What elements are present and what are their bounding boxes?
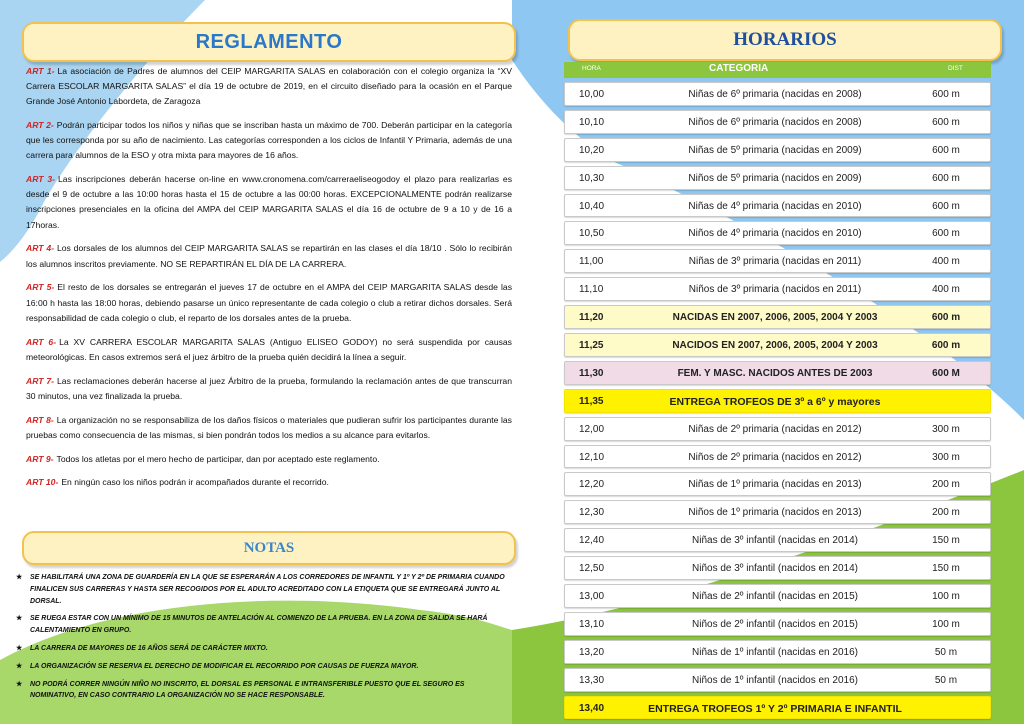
row-hora: 10,50 (579, 228, 605, 240)
header-hora: HORA (582, 65, 601, 72)
nota-text: NO PODRÁ CORRER NINGÚN NIÑO NO INSCRITO, EL DORSAL ES PERSONAL E INTRANSFERIBLE PUESTO QUE EL SEGURO ES NOMINATIVO, EN CASO CONTRARIO LA ORGANIZACIÓN NO SE HACE RESPONSABLE. (30, 680, 465, 700)
table-row (564, 612, 991, 636)
row-hora: 12,40 (579, 535, 605, 547)
row-categoria: Niñas de 2º infantil (nacidas en 2015) (692, 591, 858, 603)
article-2 (26, 118, 512, 164)
article-label: ART 5- (26, 282, 55, 293)
row-dist: 200 m (932, 479, 960, 491)
article-label: ART 7- (26, 375, 55, 386)
article-label: ART 10- (26, 477, 59, 488)
row-hora: 13,00 (579, 591, 605, 603)
row-hora: 13,30 (579, 674, 605, 686)
table-row (564, 166, 991, 190)
article-5 (26, 280, 512, 326)
table-row (564, 110, 991, 134)
row-hora: 10,20 (579, 144, 605, 156)
row-hora: 13,10 (579, 618, 605, 630)
row-hora: 10,30 (579, 172, 605, 184)
table-row (564, 584, 991, 608)
table-row (564, 445, 991, 469)
row-dist: 600 m (932, 116, 960, 128)
row-hora: 12,00 (579, 423, 605, 435)
article-label: ART 2- (26, 119, 54, 130)
table-row (564, 528, 991, 552)
row-categoria: FEM. Y MASC. NACIDOS ANTES DE 2003 (677, 367, 873, 379)
header-dist: DIST (948, 65, 963, 72)
row-dist: 400 m (932, 256, 960, 268)
article-label: ART 3- (26, 174, 56, 184)
nota-item (16, 661, 506, 673)
table-row (564, 194, 991, 218)
article-9 (26, 452, 512, 467)
table-row (564, 221, 991, 245)
row-dist: 600 m (932, 89, 960, 100)
row-dist: 600 m (931, 312, 961, 324)
row-dist: 100 m (932, 591, 960, 603)
article-label: ART 9- (26, 453, 54, 464)
row-dist: 600 m (932, 172, 960, 184)
article-10 (26, 475, 512, 490)
row-dist: 600 M (932, 367, 960, 379)
row-categoria: NACIDAS EN 2007, 2006, 2005, 2004 Y 2003 (672, 312, 878, 324)
table-row (564, 361, 991, 385)
row-categoria: NACIDOS EN 2007, 2006, 2005, 2004 Y 2003 (672, 340, 878, 352)
table-row (564, 640, 991, 664)
table-row (564, 556, 991, 580)
row-hora: 11,25 (579, 340, 604, 352)
row-hora: 11,00 (579, 256, 604, 268)
nota-text: SE RUEGA ESTAR CON UN MÍNIMO DE 15 MINUTOS DE ANTELACIÓN AL COMIENZO DE LA PRUEBA. EN LA ZONA DE SALIDA SE HARÁ CALENTAMIENTO EN GRUPO. (30, 615, 488, 635)
article-text: En ningún caso los niños podrán ir acompañados durante el recorrido. (61, 477, 329, 488)
row-dist: 600 m (931, 340, 961, 352)
star-bullet-icon: ★ (16, 662, 23, 670)
row-hora: 12,20 (579, 479, 605, 491)
row-hora: 10,00 (579, 89, 605, 100)
article-7 (26, 374, 512, 404)
nota-item (16, 679, 506, 703)
table-row (564, 389, 991, 413)
article-text: La asociación de Padres de alumnos del CEIP MARGARITA SALAS en colaboración con el colegio organiza la “XV Carrera ESCOLAR MARGARITA SALAS” el día 19 de octubre de 2019, en el circuito diseñado para la ocasión en el Parque Grande José Antonio Labordeta, de Zaragoza (26, 65, 512, 106)
nota-item (16, 572, 506, 607)
reglamento-articles (26, 55, 512, 497)
row-dist: 200 m (932, 507, 960, 519)
table-row (564, 249, 991, 273)
row-hora: 13,20 (579, 646, 605, 658)
row-hora: 13,40 (579, 702, 605, 714)
horarios-table (564, 62, 991, 719)
row-categoria: ENTREGA TROFEOS DE 3º a 6º y mayores (669, 395, 881, 408)
article-label: ART 6- (26, 336, 57, 347)
row-dist: 300 m (932, 451, 960, 463)
row-categoria: Niños de 1º primaria (nacidos en 2013) (688, 507, 862, 519)
row-categoria: Niños de 6º primaria (nacidos en 2008) (688, 116, 862, 128)
row-dist: 600 m (932, 144, 960, 156)
table-row (564, 417, 991, 441)
row-categoria: Niñas de 3º primaria (nacidas en 2011) (688, 256, 862, 268)
article-3 (26, 172, 512, 233)
table-row (564, 305, 991, 329)
row-categoria: Niños de 3º infantil (nacidos en 2014) (692, 563, 858, 575)
row-categoria: Niños de 3º primaria (nacidos en 2011) (688, 284, 862, 296)
star-bullet-icon: ★ (16, 574, 23, 581)
article-text: Todos los atletas por el mero hecho de participar, dan por aceptado este reglamento. (56, 453, 380, 464)
table-row (564, 138, 991, 162)
star-bullet-icon: ★ (16, 644, 23, 652)
article-label: ART 8- (26, 414, 54, 425)
row-hora: 11,20 (579, 312, 604, 324)
star-bullet-icon: ★ (16, 615, 23, 623)
article-text: La organización no se responsabiliza de los daños físicos o materiales que pudieran sufrir los participantes durante las pruebas como consecuencia de las mismas, si bien pondrán todos los medios a su alcance para evitarlos. (26, 414, 512, 440)
article-text: Las reclamaciones deberán hacerse al juez Árbitro de la prueba, formulando la reclamación antes de que transcurran 30 minutos, una vez finalizada la prueba. (26, 375, 512, 401)
table-row (564, 82, 991, 106)
row-hora: 12,50 (579, 563, 605, 575)
row-hora: 10,10 (579, 116, 605, 128)
table-header (564, 62, 991, 78)
nota-item (16, 613, 506, 637)
row-categoria: Niñas de 1º infantil (nacidas en 2016) (692, 646, 858, 658)
article-8 (26, 413, 512, 443)
article-label: ART 4- (26, 243, 54, 254)
row-categoria: Niñas de 3º infantil (nacidas en 2014) (692, 535, 858, 547)
table-row (564, 696, 991, 720)
row-dist: 50 m (934, 674, 958, 686)
row-categoria: Niños de 1º infantil (nacidos en 2016) (692, 674, 858, 686)
article-text: La XV CARRERA ESCOLAR MARGARITA SALAS (Antiguo ELISEO GODOY) no será suspendida por causas meteorológicas. En casos extremos será el juez árbitro de la prueba quién decidirá la línea a seguir. (26, 336, 512, 362)
row-dist: 400 m (932, 284, 960, 296)
article-1 (26, 64, 512, 110)
row-hora: 11,35 (579, 395, 604, 407)
row-categoria: Niños de 2º primaria (nacidos en 2012) (688, 451, 862, 463)
article-text: Podrán participar todos los niños y niñas que se inscriban hasta un máximo de 700. Deberán participar en la categoría que les corresponda por su año de nacimiento. Las categorías corresponden a los ciclos de Infantil Y Primaria, además de una carrera para alumnos de la ESO y otra mixta para mayores de 16 años. (26, 119, 512, 161)
article-6 (26, 335, 512, 365)
header-categoria: CATEGORIA (709, 63, 769, 74)
row-dist: 150 m (932, 535, 960, 547)
row-dist: 100 m (932, 618, 960, 630)
row-dist: 600 m (932, 200, 960, 212)
star-bullet-icon: ★ (16, 680, 23, 688)
row-hora: 10,40 (579, 200, 605, 212)
row-categoria: Niñas de 2º primaria (nacidas en 2012) (688, 423, 862, 435)
article-text: Los dorsales de los alumnos del CEIP MARGARITA SALAS se repartirán en las clases el día 18/10 . Sólo lo recibirán los alumnos inscritos previamente. NO SE REPARTIRÁN EL DÍA DE LA CARRERA. (26, 243, 512, 269)
row-categoria: Niños de 2º infantil (nacidos en 2015) (692, 618, 858, 630)
reglamento-title: REGLAMENTO (22, 22, 516, 62)
article-text: Las inscripciones deberán hacerse on-line en www.cronomena.com/carreraeliseogodoy el plazo para realizarlas es desde el 9 de octubre a las 10:00 horas hasta el 15 de octubre a las 00:00 horas. EXCEPCIONALMENTE podrán realizarse inscripciones presenciales en la oficina del AMPA del CEIP MARGARITA SALAS el día 16 de octubre de 9 a 10 y de 16 a 17horas. (26, 174, 512, 230)
row-categoria: ENTREGA TROFEOS 1º Y 2º PRIMARIA E INFANTIL (648, 702, 902, 715)
row-hora: 11,30 (579, 367, 604, 379)
article-4 (26, 241, 512, 271)
row-hora: 11,10 (579, 284, 604, 296)
row-categoria: Niños de 5º primaria (nacidos en 2009) (688, 172, 862, 184)
row-categoria: Niñas de 1º primaria (nacidas en 2013) (688, 479, 862, 491)
notas-list (16, 572, 506, 708)
article-text: El resto de los dorsales se entregarán el jueves 17 de octubre en el AMPA del CEIP MARGARITA SALAS desde las 16:00 h hasta las 18:00 horas, debiendo pasarse un único representante de cada colegio o club a retirar dichos dorsales. Será responsabilidad de cada colegio o club, el reparto de los dorsales antes de la prueba. (26, 282, 512, 323)
row-categoria: Niñas de 4º primaria (nacidas en 2010) (688, 200, 862, 212)
row-categoria: Niños de 4º primaria (nacidos en 2010) (688, 228, 862, 240)
row-dist: 300 m (932, 423, 960, 435)
row-hora: 12,10 (579, 451, 605, 463)
row-hora: 12,30 (579, 507, 605, 519)
table-row (564, 333, 991, 357)
row-categoria: Niñas de 6º primaria (nacidas en 2008) (688, 89, 862, 100)
nota-text: LA ORGANIZACIÓN SE RESERVA EL DERECHO DE MODIFICAR EL RECORRIDO POR CAUSAS DE FUERZA MAYOR. (30, 662, 419, 670)
notas-title: NOTAS (22, 531, 516, 565)
nota-text: SE HABILITARÁ UNA ZONA DE GUARDERÍA EN LA QUE SE ESPERARÁN A LOS CORREDORES DE INFANTIL Y 1º Y 2º DE PRIMARIA CUANDO FINALICEN SUS CARRERAS Y HASTA SER RECOGIDOS POR EL ADULTO ACREDITADO CON LA ETIQUETA QUE SE ENTREGARÁ JUNTO AL DORSAL. (30, 574, 505, 605)
table-row (564, 668, 991, 692)
table-row (564, 277, 991, 301)
nota-item (16, 643, 506, 655)
article-label: ART 1- (26, 65, 55, 76)
nota-text: LA CARRERA DE MAYORES DE 16 AÑOS SERÁ DE CARÁCTER MIXTO. (30, 644, 268, 652)
table-row (564, 472, 991, 496)
row-dist: 50 m (934, 646, 958, 658)
table-row (564, 500, 991, 524)
row-dist: 150 m (932, 563, 960, 575)
row-categoria: Niñas de 5º primaria (nacidas en 2009) (688, 144, 862, 156)
horarios-title: HORARIOS (568, 19, 1002, 61)
row-dist: 600 m (932, 228, 960, 240)
